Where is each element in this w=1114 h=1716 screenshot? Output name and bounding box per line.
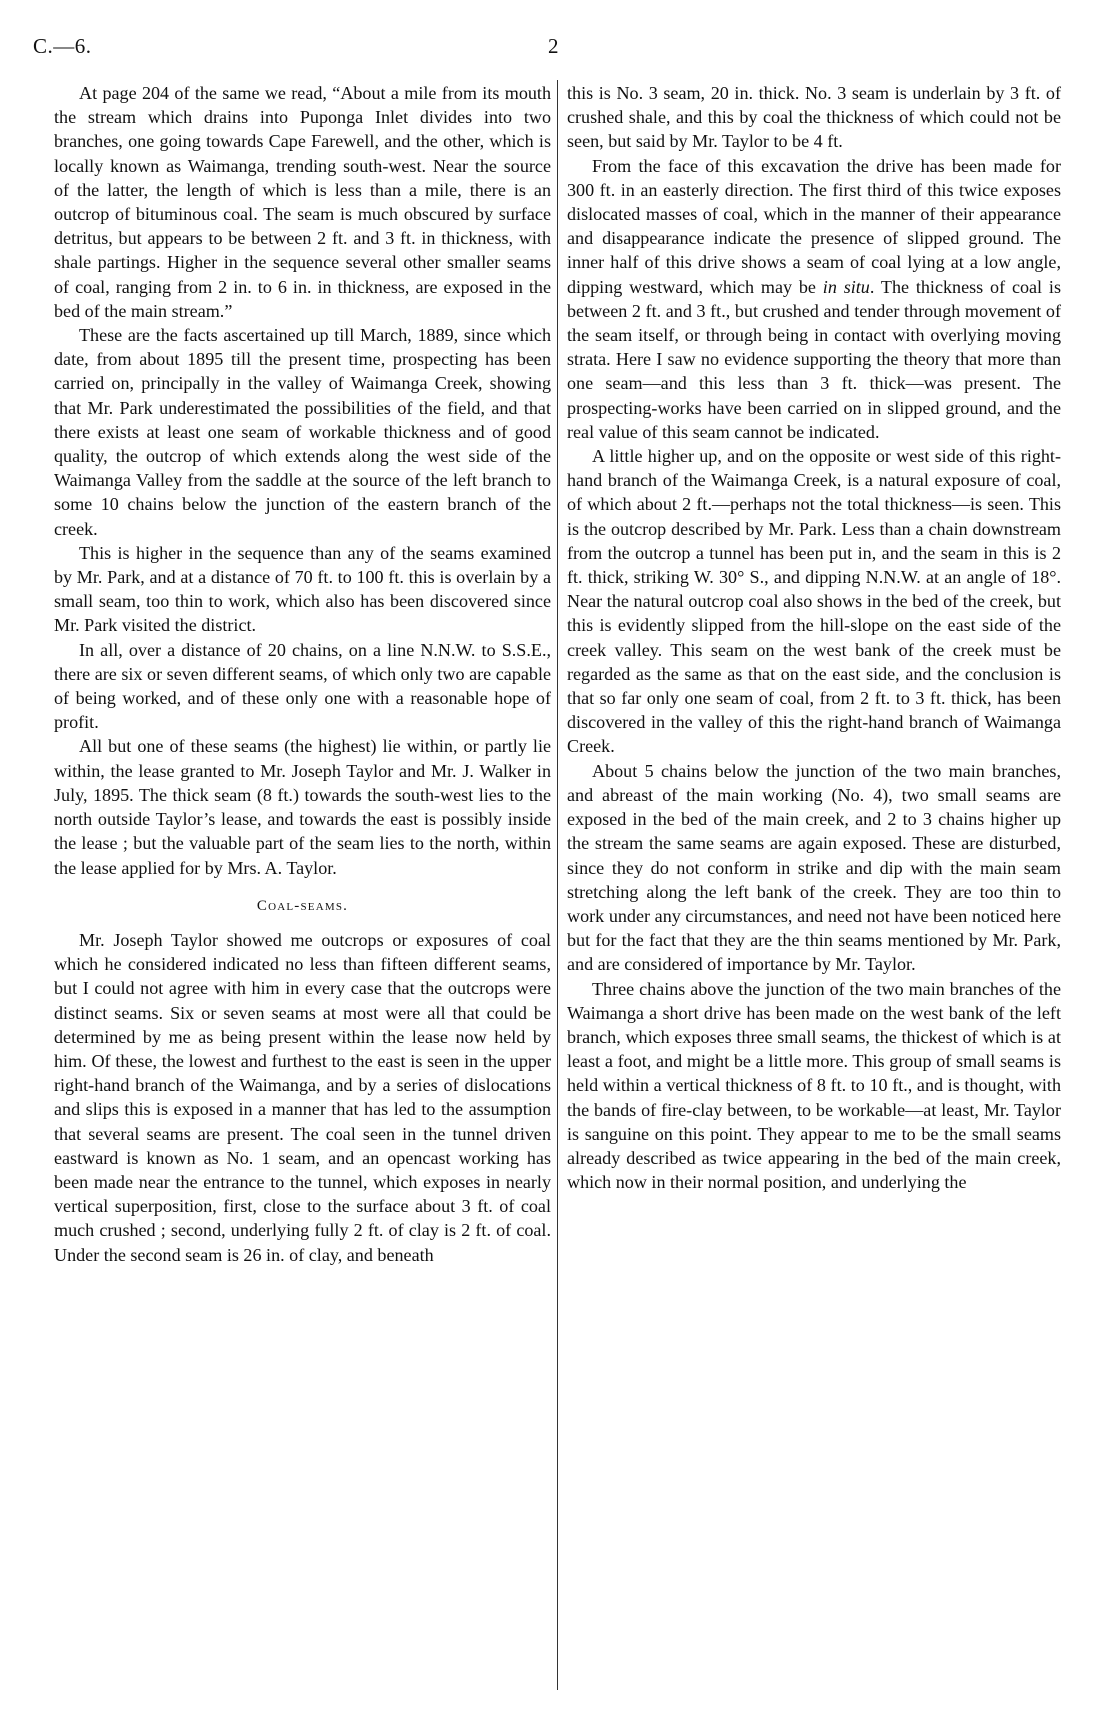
paragraph: Mr. Joseph Taylor showed me outcrops or exposures of coal which he considered indicated no less than fifteen different seams, but I could not agree with him in every case that the outcrops were distinct seams. Six or seven seams at most were all that could be determined by me as being present within the lease now held by him. Of these, the lowest and furthest to the east is seen in the upper right-hand branch of the Waimanga, and by a series of dislocations and slips this is exposed in a manner that has led to the assumption that several seams are present. The coal seen in the tunnel driven eastward is known as No. 1 seam, and an opencast working has been made near the entrance to the tunnel, which exposes in nearly vertical superposition, first, close to the surface about 3 ft. of coal much crushed ; second, underlying fully 2 ft. of clay is 2 ft. of coal. Under the second seam is 26 in. of clay, and beneath — [54, 929, 551, 1265]
paragraph: A little higher up, and on the opposite or west side of this right-hand branch of the Waimanga Creek, is a natural exposure of coal, of which about 2 ft.—perhaps not the total thickness—is seen. This is the outcrop described by Mr. Park. Less than a chain downstream from the outcrop a tunnel has been put in, and the seam in this is 2 ft. thick, striking W. 30° S., and dipping N.N.W. at an angle of 18°. Near the natural outcrop coal also shows in the bed of the creek, but this is evidently slipped from the hill-slope on the east side of the creek valley. This seam on the west bank of the creek must be regarded as the same as that on the east side, and the conclusion is that so far only one seam of coal, from 2 ft. to 3 ft. thick, has been discovered in the valley of this the right-hand branch of Waimanga Creek. — [567, 446, 1061, 757]
paragraph: This is higher in the sequence than any of the seams examined by Mr. Park, and at a distance of 70 ft. to 100 ft. this is overlain by a small seam, too thin to work, which also has been discovered since Mr. Park visited the district. — [54, 542, 551, 636]
page-number: 2 — [548, 34, 559, 58]
column-divider — [557, 80, 558, 1690]
paragraph — [567, 154, 1061, 444]
section-heading: Coal-seams. — [256, 897, 349, 914]
paragraph: All but one of these seams (the highest) lie within, or partly lie within, the lease granted to Mr. Joseph Taylor and Mr. J. Walker in July, 1895. The thick seam (8 ft.) towards the south-west lies to the north outside Taylor’s lease, and towards the east is possibly inside the lease ; but the valuable part of the seam lies to the north, within the lease applied for by Mrs. A. Taylor. — [54, 736, 551, 878]
right-column — [567, 81, 1061, 1194]
paragraph: About 5 chains below the junction of the two main branches, and abreast of the main working (No. 4), two small seams are exposed in the bed of the main creek, and 2 to 3 chains higher up the stream the same seams are again exposed. These are disturbed, since they do not conform in strike and dip with the main seam stretching along the left bank of the creek. They are too thin to work under any circumstances, and need not have been noticed here but for the fact that they are the thin seams mentioned by Mr. Park, and are considered of importance by Mr. Taylor. — [567, 760, 1061, 975]
left-column — [54, 81, 551, 1267]
document-reference: C.—6. — [33, 34, 92, 58]
italic-term: in situ — [822, 276, 870, 297]
text-run: . The thickness of coal is between 2 ft. and 3 ft., but crushed and tender through movement of the seam itself, or through being in contact with overlying moving strata. Here I saw no evidence supporting the theory that more than one seam—and this less than 3 ft. thick—was present. The prospecting-works have been carried on in slipped ground, and the real value of this seam cannot be indicated. — [567, 276, 1061, 442]
paragraph: this is No. 3 seam, 20 in. thick. No. 3 seam is underlain by 3 ft. of crushed shale, and this by coal the thickness of which could not be seen, but said by Mr. Taylor to be 4 ft. — [567, 83, 1061, 152]
paragraph: In all, over a distance of 20 chains, on a line N.N.W. to S.S.E., there are six or seven different seams, of which only two are capable of being worked, and of these only one with a reasonable hope of profit. — [54, 639, 551, 733]
paragraph: Three chains above the junction of the two main branches of the Waimanga a short drive has been made on the west bank of the left branch, which exposes three small seams, the thickest of which is at least a foot, and might be a little more. This group of small seams is held within a vertical thickness of 8 ft. to 10 ft., and is thought, with the bands of fire-clay between, to be workable—at least, Mr. Taylor is sanguine on this point. They appear to me to be the small seams already described as twice appearing in the bed of the main creek, which now in their normal position, and underlying the — [567, 978, 1061, 1193]
text-run: From the face of this excavation the drive has been made for 300 ft. in an easterly direction. The first third of this twice exposes dislocated masses of coal, which in the manner of their appearance and disappearance indicate the presence of slipped ground. The inner half of this drive shows a seam of coal lying at a low angle, dipping westward, which may be — [567, 155, 1061, 297]
paragraph: At page 204 of the same we read, “About a mile from its mouth the stream which drains into Puponga Inlet divides into two branches, one going towards Cape Farewell, and the other, which is locally known as Waimanga, trending south-west. Near the source of the latter, the length of which is less than a mile, there is an outcrop of bituminous coal. The seam is much obscured by surface detritus, but appears to be between 2 ft. and 3 ft. in thickness, with shale partings. Higher in the sequence several other smaller seams of coal, ranging from 2 in. to 6 in. in thickness, are exposed in the bed of the main stream.” — [54, 83, 551, 321]
paragraph: These are the facts ascertained up till March, 1889, since which date, from about 1895 till the present time, prospecting has been carried on, principally in the valley of Waimanga Creek, showing that Mr. Park underestimated the possibilities of the field, and that there exists at least one seam of workable thickness and of good quality, the outcrop of which extends along the west side of the Waimanga Valley from the saddle at the source of the left branch to some 10 chains below the junction of the eastern branch of the creek. — [54, 325, 551, 539]
